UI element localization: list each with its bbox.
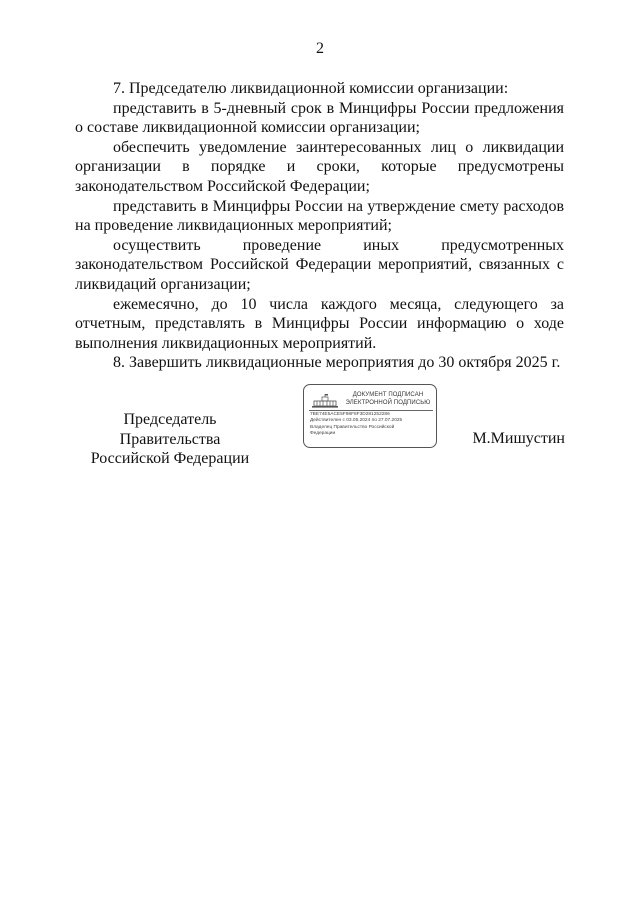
government-building-icon: [310, 393, 340, 409]
paragraph-other-measures: осуществить проведение иных предусмотренных законодательством Российской Федерации мероприятий, связанных с ликвидаций организации;: [75, 236, 564, 293]
signer-position: [75, 410, 265, 469]
paragraph-notify-parties: обеспечить уведомление заинтересованных лиц о ликвидации организации в порядке и сроки, которые предусмотрены законодательством Российской Федерации;: [75, 138, 564, 195]
signer-position-line1: Председатель Правительства: [119, 411, 221, 448]
signer-position-line2: Российской Федерации: [90, 450, 250, 468]
signer-name: М.Мишустин: [472, 430, 565, 447]
paragraph-monthly-report: ежемесячно, до 10 числа каждого месяца, следующего за отчетным, представлять в Минцифры России информацию о ходе выполнения ликвидационных мероприятий.: [75, 295, 564, 352]
stamp-owner-line2: Федерации: [310, 431, 336, 437]
stamp-divider: [309, 410, 433, 411]
stamp-title-line2: ЭЛЕКТРОННОЙ ПОДПИСЬЮ: [345, 399, 431, 406]
electronic-signature-stamp: [303, 384, 437, 448]
paragraph-item-7: 7. Председателю ликвидационной комиссии организации:: [113, 80, 509, 97]
paragraph-item-8: 8. Завершить ликвидационные мероприятия до 30 октября 2025 г.: [113, 354, 561, 372]
paragraph-submit-estimate: представить в Минцифры России на утверждение смету расходов на проведение ликвидационных мероприятий;: [75, 197, 564, 235]
document-body: [75, 79, 564, 373]
stamp-validity: Действителен с 03.05.2024 по 27.07.2025: [310, 418, 403, 424]
signature-block: [75, 384, 565, 468]
stamp-certificate: 7BE74E5ACE5F98F8F3D281252286: [310, 412, 390, 417]
stamp-owner-line1: Владелец Правительство Российской: [310, 424, 395, 430]
stamp-details: [310, 412, 434, 438]
paragraph-submit-proposals: представить в 5-дневный срок в Минцифры России предложения о составе ликвидационной комиссии организации;: [75, 99, 564, 137]
page-number: 2: [316, 40, 324, 57]
stamp-title-line1: ДОКУМЕНТ ПОДПИСАН: [352, 392, 424, 398]
stamp-title: [342, 392, 434, 407]
